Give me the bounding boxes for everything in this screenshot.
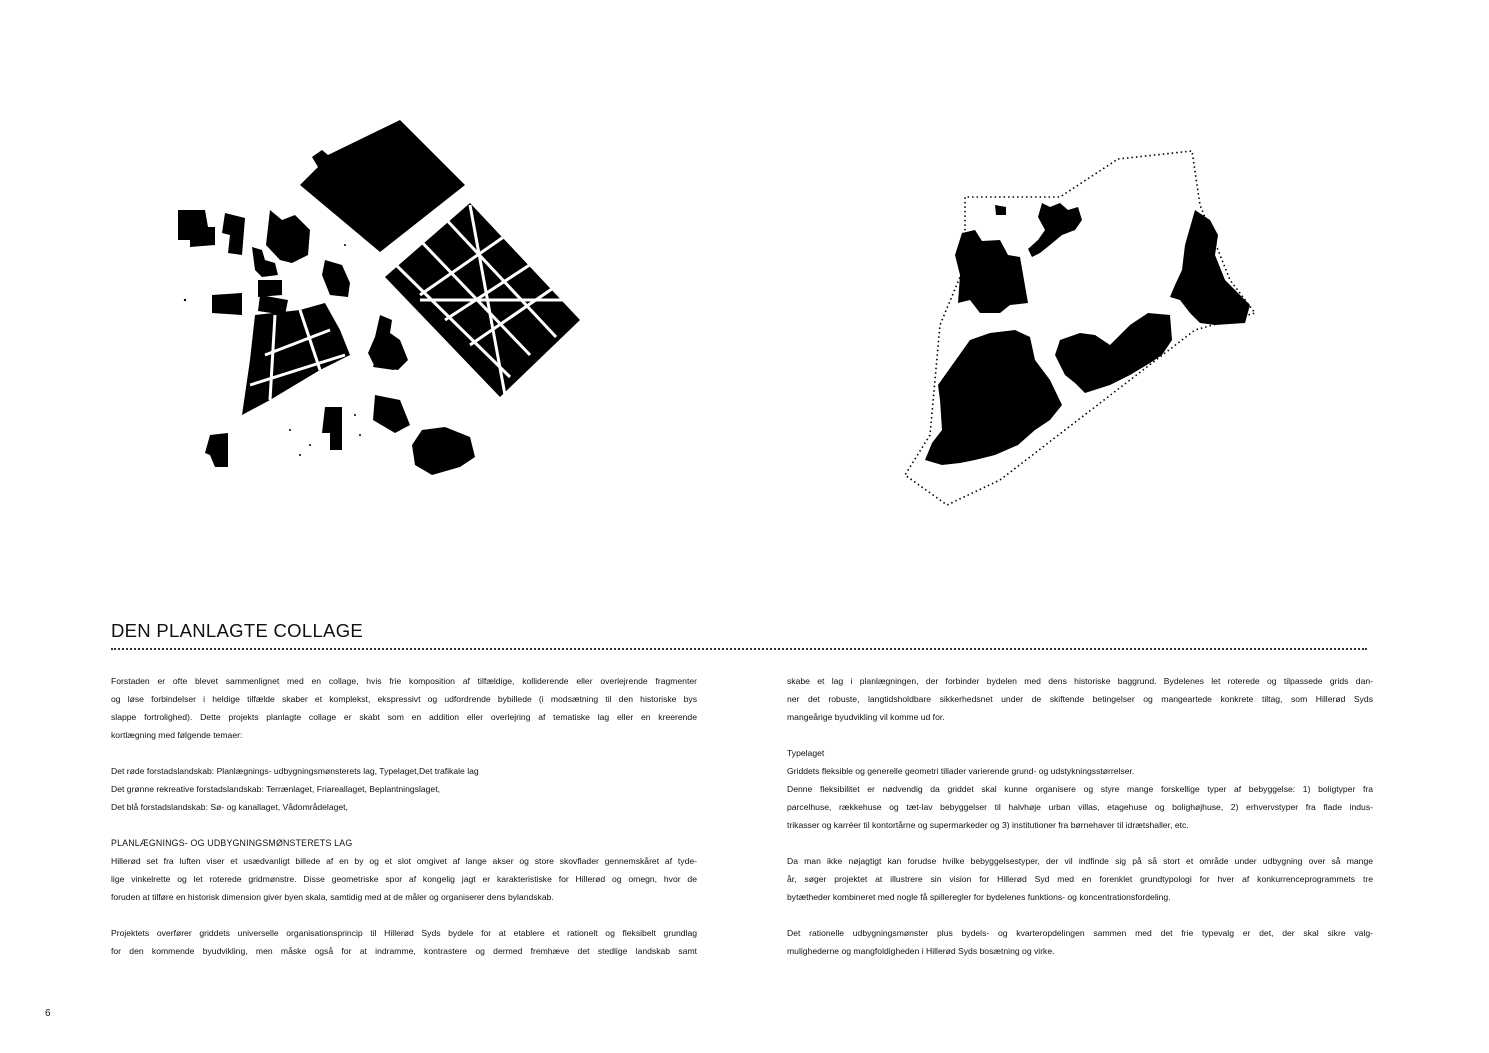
paragraph-grid [111, 924, 697, 960]
text-line: Hillerød set fra luften viser et usædvanligt billede af en by og et slot omgivet af lange akser og store skovflader gennemskåret af tyde- [111, 856, 697, 866]
text-line: ner det robuste, langtidsholdbare sikkerhedsnet under de skiftende betingelser og mangeartede konkrete tiltag, som Hillerød Syds [787, 694, 1373, 704]
paragraph-conclusion [787, 924, 1373, 960]
theme-item: Det grønne rekreative forstadslandskab: Terrænlaget, Friareallaget, Beplantningslaget, [111, 784, 440, 794]
theme-list [111, 762, 697, 816]
page-number: 6 [45, 1008, 51, 1019]
text-line: år, søger projektet at illustrere sin vision for Hillerød Syd med en forenklet grundtypologi for hver af konkurrenceprogrammets tre [787, 874, 1373, 884]
section-subheading: Typelaget [787, 748, 825, 758]
theme-item: Det røde forstadslandskab: Planlægnings- udbygningsmønsterets lag, Typelaget,Det trafikale lag [111, 766, 479, 776]
paragraph-intro [111, 672, 697, 744]
text-line: kortlægning med følgende temaer: [111, 730, 243, 740]
page-title: DEN PLANLAGTE COLLAGE [111, 620, 364, 641]
text-line: Griddets fleksible og generelle geometri tillader varierende grund- og udstykningsstørrelser. [787, 766, 1135, 776]
dotted-divider [111, 648, 1367, 650]
text-line: mulighederne og mangfoldigheden i Hillerød Syds bosætning og virke. [787, 946, 1055, 956]
text-column-left [111, 672, 697, 978]
text-line: skabe et lag i planlægningen, der forbinder bydelen med dens historiske baggrund. Bydelenes let roterede og tilpassede grids dan- [787, 676, 1373, 686]
text-line: og løse forbindelser i heldige tilfælde skaber et komplekst, ekspressivt og udfordrende bybillede (i modsætning til den historiske bys [111, 694, 697, 704]
section-planning [111, 834, 697, 906]
text-line: Projektets overfører griddets universelle organisationsprincip til Hillerød Syds bydele for at etablere et rationelt og fleksibelt grundlag [111, 928, 697, 938]
text-line: mangeårige byudvikling vil komme ud for. [787, 712, 945, 722]
text-line: parcelhuse, rækkehuse og tæt-lav bebyggelser til halvhøje urban villas, etagehuse og bolighøjhuse, 2) erhvervstyper fra flade indus- [787, 802, 1373, 812]
paragraph-continuation [787, 672, 1373, 726]
text-line: lige vinkelrette og let roterede gridmønstre. Disse geometriske spor af kongelig jagt er karakteristiske for Hillerød og omegn, hvor de [111, 874, 697, 884]
text-line: Det rationelle udbygningsmønster plus bydels- og kvarteropdelingen sammen med det frie typevalg er det, der skal sikre valg- [787, 928, 1373, 938]
site-plan-outline-map [900, 145, 1265, 515]
text-line: for den kommende byudvikling, men måske også for at indramme, kontrastere og dermed fremhæve det stedlige landskab samt [111, 946, 697, 956]
paragraph-typology [787, 852, 1373, 906]
text-line: trikasser og karréer til kontortårne og supermarkeder og 3) institutioner fra børnehaver til idrætshaller, etc. [787, 820, 1189, 830]
text-line: foruden at tilføre en historisk dimension giver byen skala, samtidig med at de måler og organiserer dens bylandskab. [111, 892, 554, 902]
text-line: Denne fleksibilitet er nødvendig da griddet skal kunne organisere og styre mange forskellige typer af bebyggelse: 1) boligtyper fra [787, 784, 1373, 794]
theme-item: Det blå forstadslandskab: Sø- og kanallaget, Vådområdelaget, [111, 802, 348, 812]
figure-ground-collage-map [170, 115, 590, 475]
section-typelaget [787, 744, 1373, 834]
section-subheading: PLANLÆGNINGS- OG UDBYGNINGSMØNSTERETS LAG [111, 838, 353, 848]
text-column-right [787, 672, 1373, 978]
text-line: Da man ikke nøjagtigt kan forudse hvilke bebyggelsestyper, der vil indfinde sig på så stort et område under udbygning over så mange [787, 856, 1373, 866]
text-line: bytætheder kombineret med nogle få spilleregler for bydelenes funktions- og koncentrationsfordeling. [787, 892, 1171, 902]
text-line: Forstaden er ofte blevet sammenlignet med en collage, hvis frie komposition af tilfældige, kolliderende eller overlejrende fragmenter [111, 676, 697, 686]
text-line: slappe fortrolighed). Dette projekts planlagte collage er skabt som en addition eller overlejring af tematiske lag eller en kreerende [111, 712, 697, 722]
